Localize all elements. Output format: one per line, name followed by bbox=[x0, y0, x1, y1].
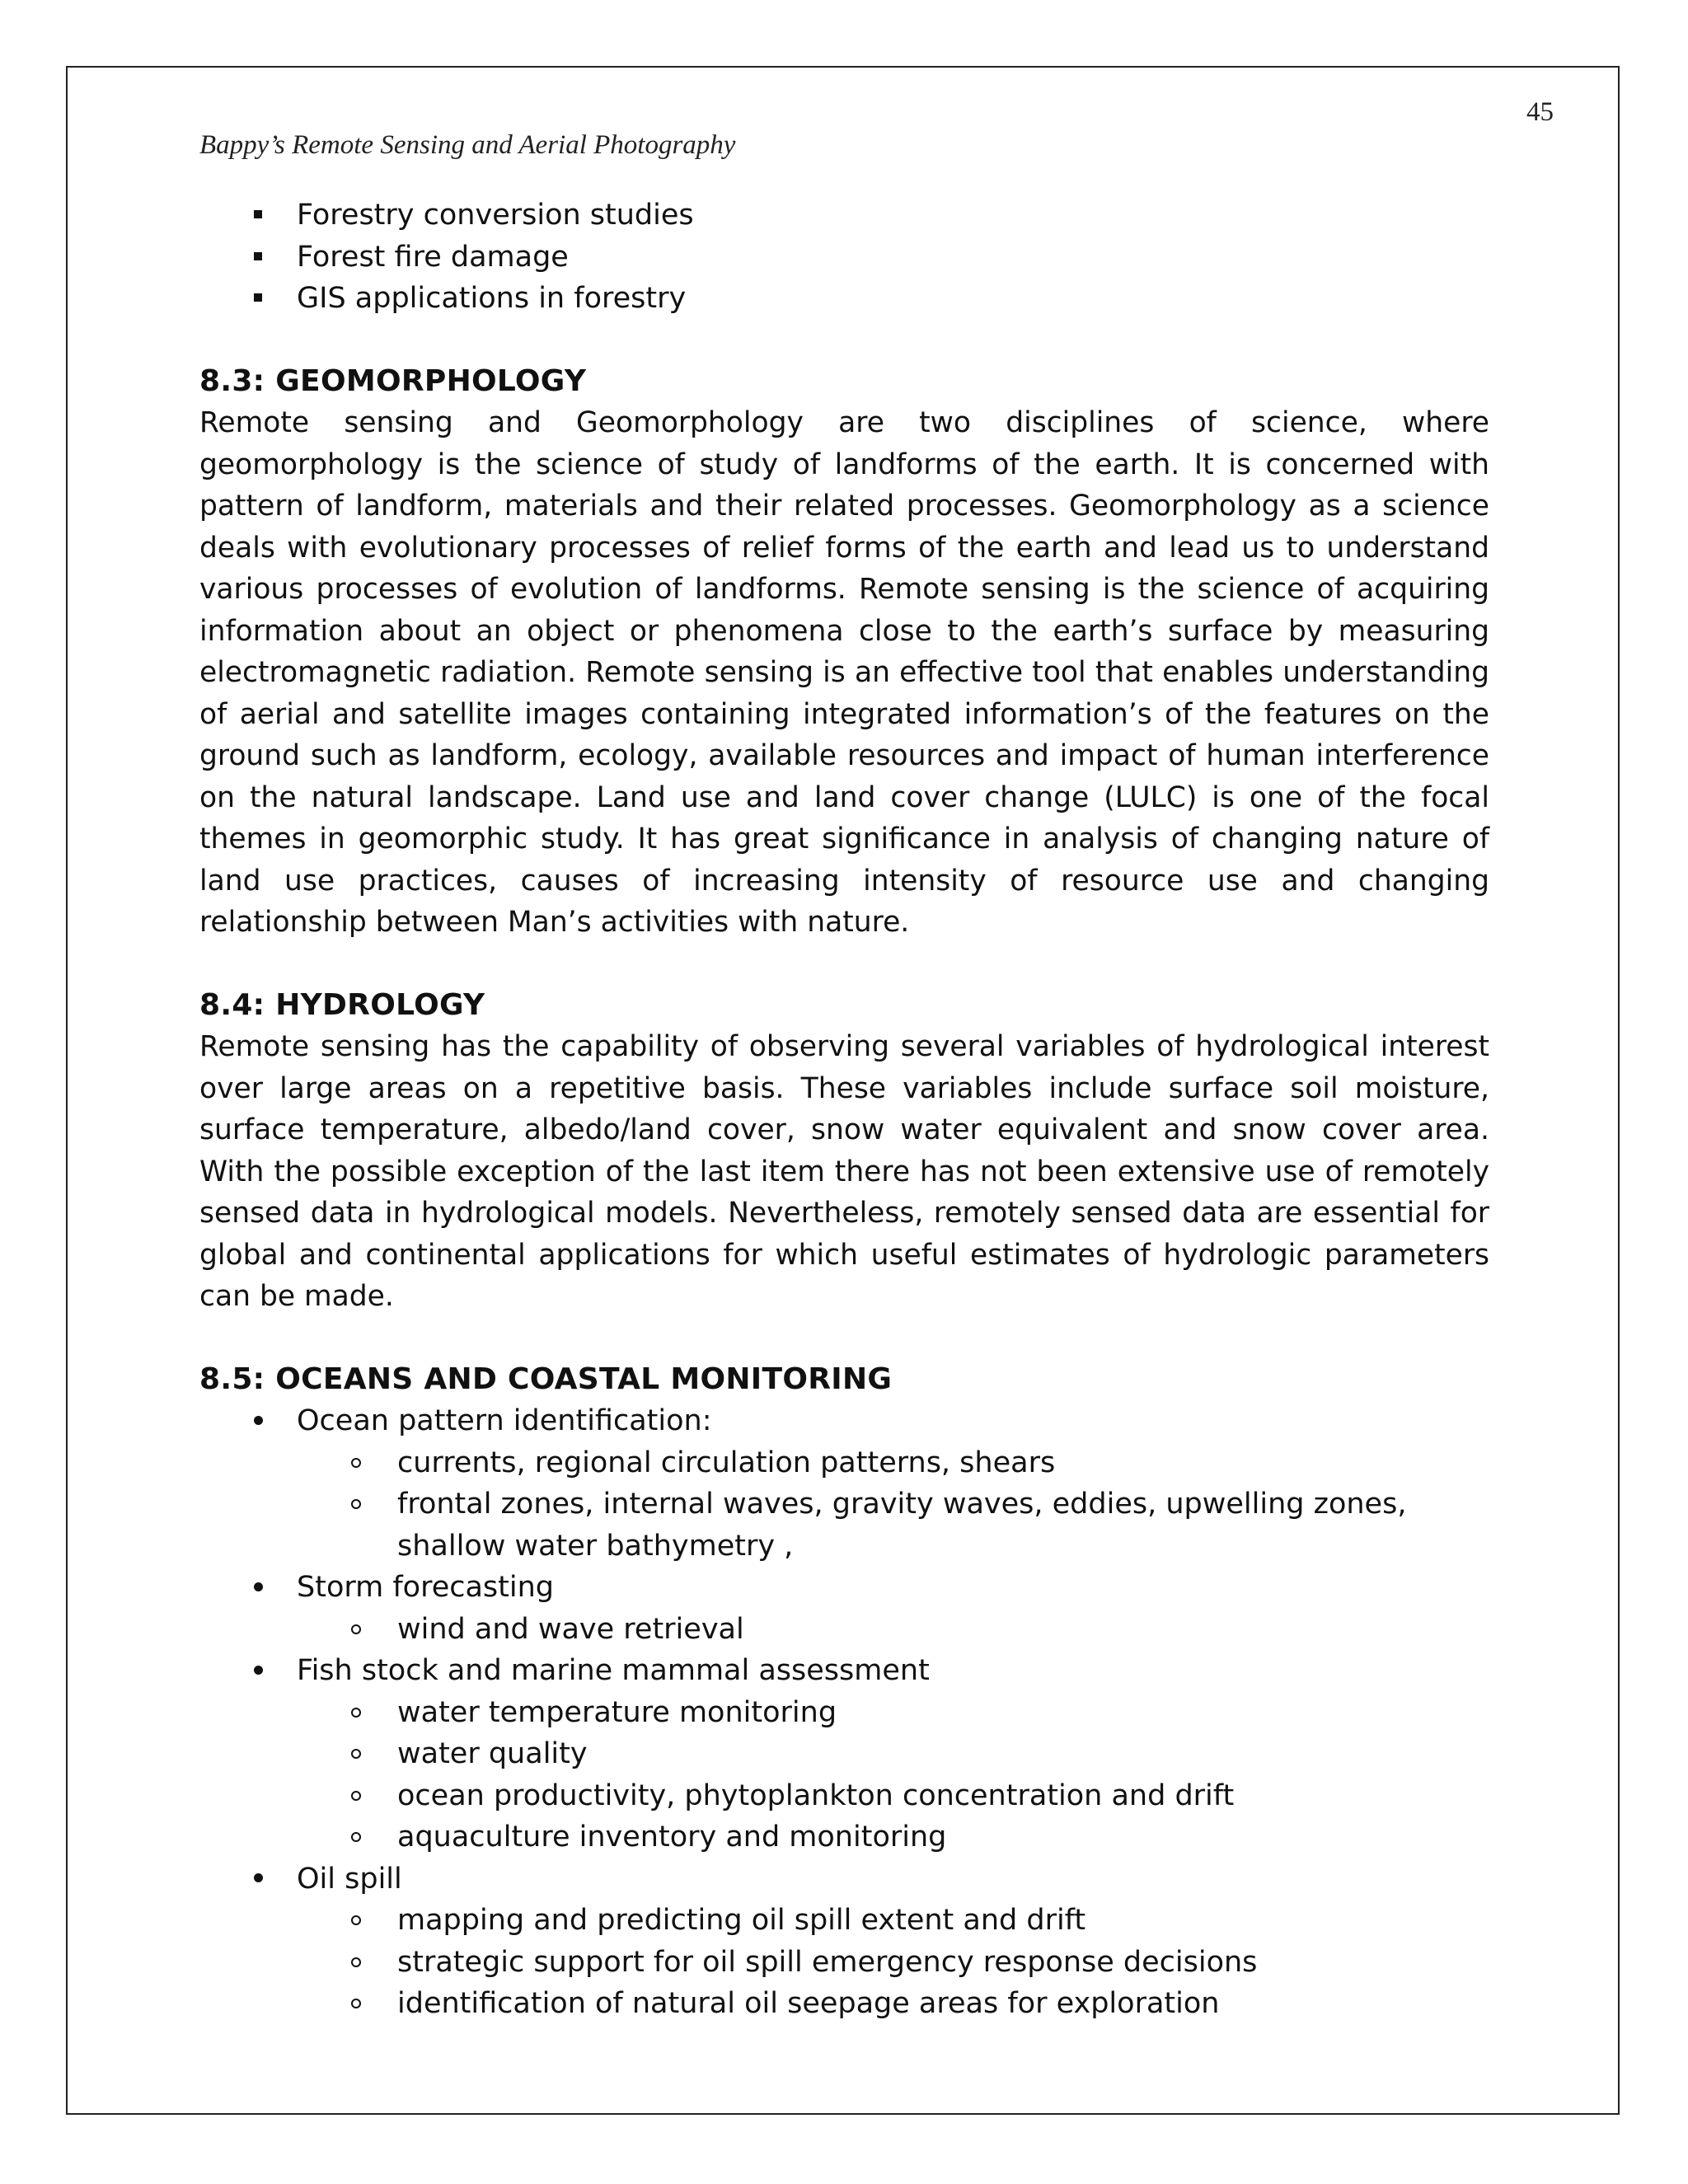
square-bullet-icon bbox=[246, 278, 270, 320]
running-header: Bappy’s Remote Sensing and Aerial Photography bbox=[199, 130, 736, 160]
sub-list-item: wind and wave retrieval bbox=[199, 1609, 1489, 1651]
circle-bullet-icon bbox=[344, 1775, 368, 1817]
hydrology-paragraph: Remote sensing has the capability of observing several variables of hydrological interest over large areas on a repetitive basis. These variables include surface soil moisture, surface temperature, albedo/land cover, snow water equivalent and snow cover area. With the possible exception of the last item there has not been extensive use of remotely sensed data in hydrological models. Nevertheless, remotely sensed data are essential for global and continental applications for which useful estimates of hydrologic parameters can be made. bbox=[199, 1030, 1489, 1313]
hydrology-heading: 8.4: HYDROLOGY bbox=[199, 987, 485, 1022]
square-bullet-icon bbox=[246, 194, 270, 237]
circle-bullet-icon bbox=[344, 1900, 368, 1942]
sub-list-item: aquaculture inventory and monitoring bbox=[199, 1816, 1489, 1858]
sub-list-item: mapping and predicting oil spill extent and drift bbox=[199, 1900, 1489, 1942]
sub-list-item: strategic support for oil spill emergency response decisions bbox=[199, 1942, 1489, 1984]
sub-list-item: ocean productivity, phytoplankton concentration and drift bbox=[199, 1775, 1489, 1817]
bullet-icon bbox=[246, 1650, 270, 1692]
oceans-sublist bbox=[199, 1442, 1489, 1568]
page-content bbox=[199, 194, 1489, 2025]
oceans-list bbox=[199, 1650, 1489, 1692]
page-number: 45 bbox=[1526, 97, 1554, 127]
sub-list-item: water temperature monitoring bbox=[199, 1692, 1489, 1734]
circle-bullet-icon bbox=[344, 1442, 368, 1484]
sub-list-item: identification of natural oil seepage areas for exploration bbox=[199, 1983, 1489, 2025]
circle-bullet-icon bbox=[344, 1816, 368, 1858]
circle-bullet-icon bbox=[344, 1692, 368, 1734]
circle-bullet-icon bbox=[344, 1983, 368, 2025]
bullet-icon bbox=[246, 1400, 270, 1442]
square-bullet-icon bbox=[246, 237, 270, 279]
circle-bullet-icon bbox=[344, 1942, 368, 1984]
sub-list-item: frontal zones, internal waves, gravity waves, eddies, upwelling zones, shallow water bathymetry , bbox=[199, 1483, 1489, 1567]
oceans-sublist bbox=[199, 1692, 1489, 1858]
oceans-heading: 8.5: OCEANS AND COASTAL MONITORING bbox=[199, 1361, 893, 1396]
list-item: Ocean pattern identification: bbox=[199, 1400, 1489, 1442]
list-item: GIS applications in forestry bbox=[199, 278, 1489, 320]
circle-bullet-icon bbox=[344, 1483, 368, 1526]
oceans-sublist bbox=[199, 1900, 1489, 2025]
circle-bullet-icon bbox=[344, 1609, 368, 1651]
list-item: Forestry conversion studies bbox=[199, 194, 1489, 237]
bullet-icon bbox=[246, 1858, 270, 1900]
geomorphology-paragraph: Remote sensing and Geomorphology are two disciplines of science, where geomorphology is the science of study of landforms of the earth. It is concerned with pattern of landform, materials and their related processes. Geomorphology as a science deals with evolutionary processes of relief forms of the earth and lead us to understand various processes of evolution of landforms. Remote sensing is the science of acquiring information about an object or phenomena close to the earth’s surface by measuring electromagnetic radiation. Remote sensing is an effective tool that enables understanding of aerial and satellite images containing integrated information’s of the features on the ground such as landform, ecology, available resources and impact of human interference on the natural landscape. Land use and land cover change (LULC) is one of the focal themes in geomorphic study. It has great significance in analysis of changing nature of land use practices, causes of increasing intensity of resource use and changing relationship between Man’s activities with nature. bbox=[199, 406, 1489, 939]
list-item: Forest fire damage bbox=[199, 237, 1489, 279]
bullet-icon bbox=[246, 1567, 270, 1609]
sub-list-item: water quality bbox=[199, 1733, 1489, 1775]
oceans-list bbox=[199, 1400, 1489, 1442]
geomorphology-heading: 8.3: GEOMORPHOLOGY bbox=[199, 363, 587, 398]
oceans-list bbox=[199, 1567, 1489, 1609]
list-item: Storm forecasting bbox=[199, 1567, 1489, 1609]
oceans-sublist bbox=[199, 1609, 1489, 1651]
sub-list-item: currents, regional circulation patterns, shears bbox=[199, 1442, 1489, 1484]
list-item: Fish stock and marine mammal assessment bbox=[199, 1650, 1489, 1692]
list-item: Oil spill bbox=[199, 1858, 1489, 1900]
circle-bullet-icon bbox=[344, 1733, 368, 1775]
oceans-list bbox=[199, 1858, 1489, 1900]
forestry-list bbox=[199, 194, 1489, 320]
